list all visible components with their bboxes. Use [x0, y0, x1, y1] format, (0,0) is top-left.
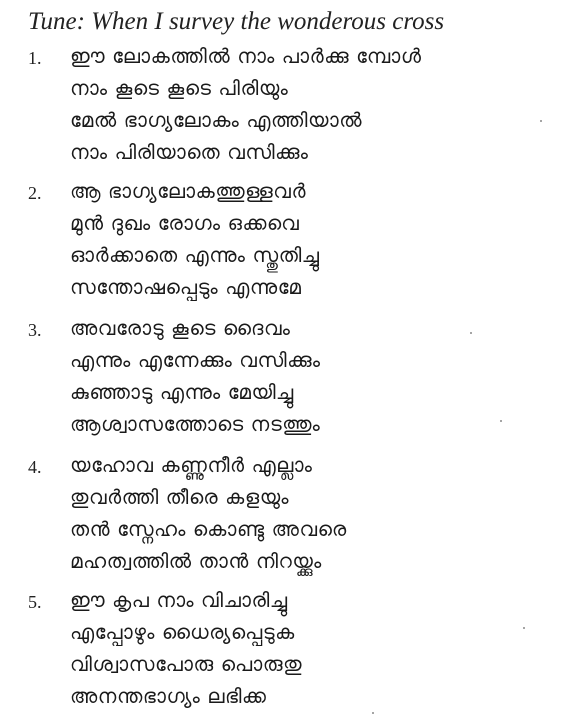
verse-line: അവരോടു കൂടെ ദൈവം [70, 316, 291, 340]
verse-line: മഹത്വത്തിൽ താൻ നിറയ്ക്കും [70, 549, 322, 573]
verse-number: 2. [28, 183, 42, 203]
verse-line: തുവർത്തി തീരെ കളയും [70, 485, 290, 509]
verse-line: ആശ്വാസത്തോടെ നടത്തും [70, 412, 321, 436]
verse-number: 5. [28, 592, 42, 612]
verse-line: നാം പിരിയാതെ വസിക്കും [70, 140, 309, 164]
verse-number: 3. [28, 320, 42, 340]
verse-line: നാം കൂടെ കൂടെ പിരിയും [70, 76, 289, 100]
scan-speck [500, 420, 502, 422]
verse-line: സന്തോഷപ്പെടും എന്നുമേ [70, 275, 302, 299]
verse-line: എന്നും എന്നേക്കും വസിക്കും [70, 348, 321, 372]
verse-line: എപ്പോഴും ധൈര്യപ്പെടുക [70, 620, 295, 644]
verse-line: തൻ സ്നേഹം കൊണ്ടു അവരെ [70, 517, 347, 541]
verse-number: 4. [28, 457, 42, 477]
verse-line: മുൻ ദുഖം രോഗം ഒക്കവെ [70, 211, 300, 235]
verse-number: 1. [28, 48, 42, 68]
verse-line: കുഞ്ഞാടു എന്നും മേയിച്ചു [70, 380, 294, 404]
scan-speck [540, 120, 542, 122]
scan-speck [523, 627, 525, 629]
scan-speck [470, 332, 472, 334]
verse-line: യഹോവ കണ്ണുനീർ എല്ലാം [70, 453, 313, 477]
tune-line: Tune: When I survey the wonderous cross [28, 8, 445, 35]
verse-line: അനന്തഭാഗ്യം ലഭിക്ക [70, 684, 267, 708]
verse-line: ആ ഭാഗ്യലോകത്തുള്ളവർ [70, 179, 307, 203]
scan-speck [372, 712, 374, 714]
verse-line: മേൽ ഭാഗ്യലോകം എത്തിയാൽ [70, 108, 363, 132]
verse-line: ഈ ലോകത്തിൽ നാം പാർക്കു മ്പോൾ [70, 44, 422, 68]
verse-line: ഈ കൃപ നാം വിചാരിച്ചു [70, 588, 288, 612]
verse-line: വിശ്വാസപോരു പൊരുതു [70, 652, 303, 676]
verse-line: ഓർക്കാതെ എന്നും സ്തുതിച്ചു [70, 243, 320, 267]
